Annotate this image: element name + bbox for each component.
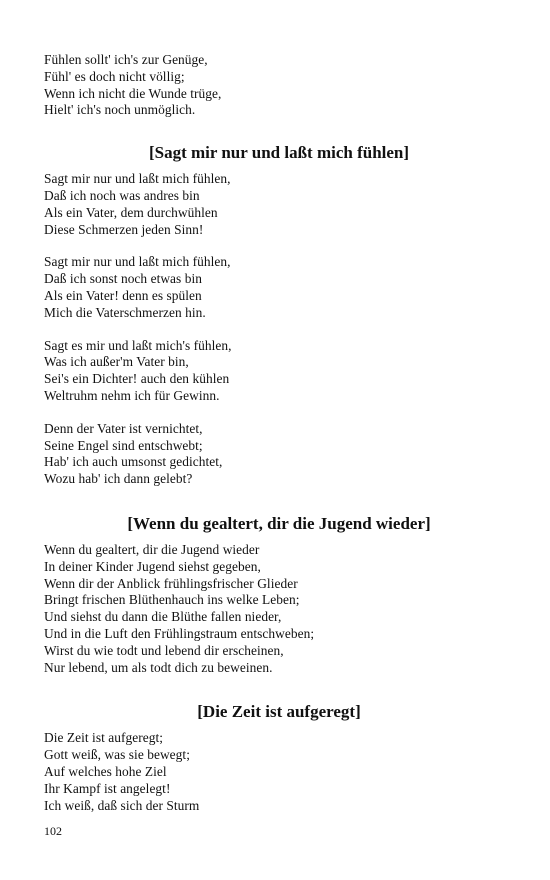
verse-line: Daß ich noch was andres bin — [44, 187, 200, 203]
verse-line: Seine Engel sind entschwebt; — [44, 437, 203, 453]
verse-line: Wozu hab' ich dann gelebt? — [44, 471, 193, 487]
poem-stanza — [44, 338, 514, 405]
verse-line: Bringt frischen Blüthenhauch ins welke Leben; — [44, 592, 300, 608]
verse-line: In deiner Kinder Jugend siehst gegeben, — [44, 558, 261, 574]
verse-line: Wirst du wie todt und lebend dir erscheinen, — [44, 642, 284, 658]
verse-line: Hielt' ich's noch unmöglich. — [44, 102, 196, 118]
verse-line: Nur lebend, um als todt dich zu beweinen. — [44, 659, 273, 675]
verse-line: Was ich außer'm Vater bin, — [44, 354, 189, 370]
verse-line: Fühlen sollt' ich's zur Genüge, — [44, 52, 208, 67]
poem-stanza — [44, 542, 514, 676]
verse-line: Und siehst du dann die Blüthe fallen nieder, — [44, 609, 282, 625]
verse-line: Die Zeit ist aufgeregt; — [44, 730, 164, 746]
poem-title: [Sagt mir nur und laßt mich fühlen] — [148, 143, 410, 163]
verse-line: Gott weiß, was sie bewegt; — [44, 747, 190, 763]
verse-line: Fühl' es doch nicht völlig; — [44, 68, 185, 84]
verse-line: Weltruhm nehm ich für Gewinn. — [44, 387, 220, 403]
verse-line: Denn der Vater ist vernichtet, — [44, 420, 203, 436]
poem-stanza — [44, 730, 514, 814]
verse-line: Hab' ich auch umsonst gedichtet, — [44, 454, 223, 470]
verse-line: Wenn ich nicht die Wunde trüge, — [44, 85, 222, 101]
poem-stanza — [44, 254, 514, 321]
verse-line: Sei's ein Dichter! auch den kühlen — [44, 371, 230, 387]
verse-line: Sagt mir nur und laßt mich fühlen, — [44, 171, 231, 187]
verse-line: Auf welches hohe Ziel — [44, 763, 167, 779]
verse-line: Diese Schmerzen jeden Sinn! — [44, 221, 204, 237]
verse-line: Als ein Vater, dem durchwühlen — [44, 204, 218, 220]
verse-line: Als ein Vater! denn es spülen — [44, 287, 202, 303]
verse-line: Wenn du gealtert, dir die Jugend wieder — [44, 541, 260, 557]
verse-line: Sagt es mir und laßt mich's fühlen, — [44, 337, 232, 353]
poem-stanza — [44, 171, 514, 238]
poem-title: [Die Zeit ist aufgeregt] — [197, 702, 361, 722]
page-body — [44, 52, 514, 814]
verse-line: Ihr Kampf ist angelegt! — [44, 780, 171, 796]
verse-line: Daß ich sonst noch etwas bin — [44, 271, 202, 287]
verse-line: Sagt mir nur und laßt mich fühlen, — [44, 254, 231, 270]
verse-line: Ich weiß, daß sich der Sturm — [44, 797, 200, 813]
verse-line: Und in die Luft den Frühlingstraum entschweben; — [44, 625, 315, 641]
poem-title: [Wenn du gealtert, dir die Jugend wieder] — [127, 513, 431, 533]
page-number: 102 — [44, 824, 62, 838]
verse-line: Mich die Vaterschmerzen hin. — [44, 304, 206, 320]
verse-line: Wenn dir der Anblick frühlingsfrischer Glieder — [44, 575, 298, 591]
intro-stanza — [44, 52, 514, 119]
poem-stanza — [44, 421, 514, 488]
